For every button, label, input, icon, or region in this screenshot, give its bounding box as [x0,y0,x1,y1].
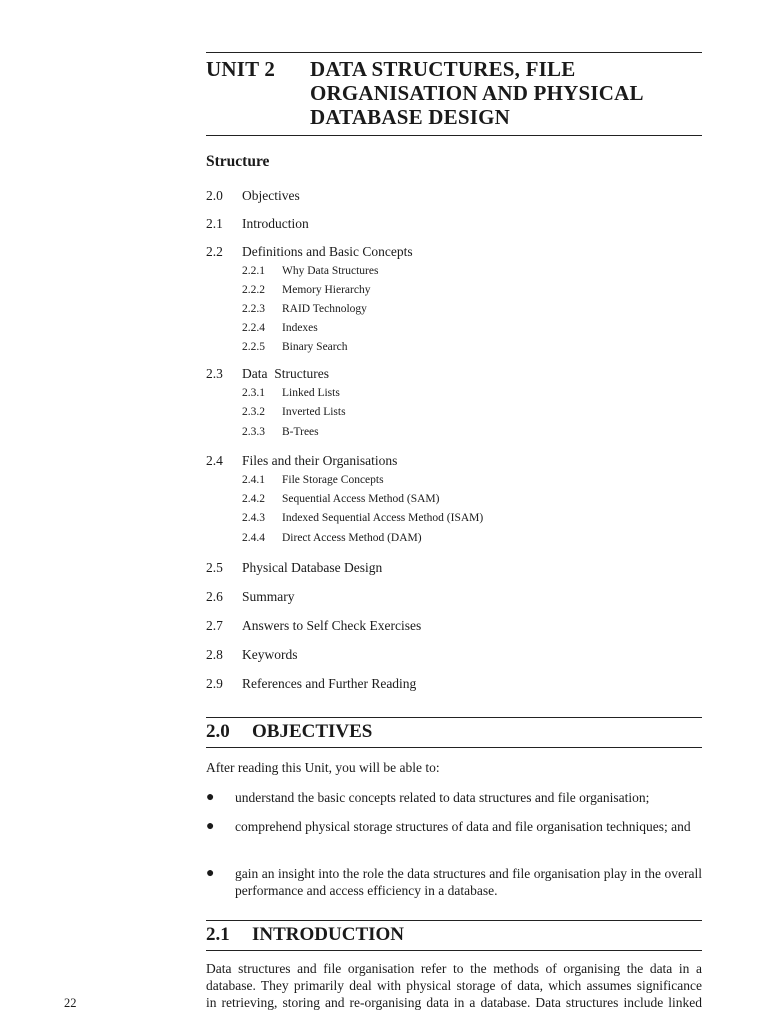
toc-number: 2.2.5 [242,341,265,353]
unit-title-line: DATABASE DESIGN [310,105,511,129]
introduction-top-rule [206,920,702,921]
toc-label: Files and their Organisations [242,453,398,468]
toc-label: Answers to Self Check Exercises [242,618,422,633]
toc-number: 2.4 [206,453,223,468]
section-number: 2.0 [206,721,230,742]
unit-number: UNIT 2 [206,57,276,81]
toc-label: Binary Search [282,341,348,353]
introduction-text-line: Data structures and file organisation refer to the methods of organising the data in a [206,961,702,976]
toc-number: 2.2.2 [242,284,265,296]
section-title: INTRODUCTION [252,924,405,945]
title-bottom-rule [206,135,702,136]
toc-label: Sequential Access Method (SAM) [282,493,440,505]
toc-number: 2.5 [206,560,223,575]
toc-number: 2.3.2 [242,406,265,418]
objectives-intro: After reading this Unit, you will be able to: [206,760,440,775]
toc-label: Objectives [242,188,300,203]
introduction-text-line: in retrieving, storing and re-organising data in a database. Data structures include linked [206,995,702,1010]
toc-number: 2.0 [206,188,223,203]
bullet-text: gain an insight into the role the data structures and file organisation play in the overall performance and access efficiency in a database. [235,866,702,898]
toc-label: B-Trees [282,426,319,438]
section-number: 2.1 [206,924,230,945]
bullet-icon: ● [206,866,215,881]
toc-label: Summary [242,589,295,604]
toc-number: 2.3 [206,366,223,381]
bullet-icon: ● [206,819,215,834]
toc-number: 2.4.1 [242,474,265,486]
toc-number: 2.6 [206,589,223,604]
bullet-icon: ● [206,790,215,805]
toc-label: Introduction [242,216,309,231]
toc-label: Keywords [242,647,298,662]
toc-number: 2.3.1 [242,387,265,399]
toc-label: Indexed Sequential Access Method (ISAM) [282,512,484,524]
toc-number: 2.8 [206,647,223,662]
toc-number: 2.3.3 [242,426,265,438]
toc-number: 2.4.4 [242,532,265,544]
toc-label: Memory Hierarchy [282,284,371,296]
unit-title [310,57,702,129]
toc-number: 2.4.2 [242,493,265,505]
toc-label: Why Data Structures [282,265,379,277]
toc-label: Indexes [282,322,318,334]
page-number: 22 [64,996,77,1010]
bullet-text: comprehend physical storage structures of data and file organisation techniques; and [235,819,691,834]
toc-number: 2.2 [206,244,223,259]
toc-label: RAID Technology [282,303,367,315]
toc-number: 2.4.3 [242,512,265,524]
introduction-text-line: database. They primarily deal with physical storage of data, which assumes significance [206,978,702,993]
objectives-bottom-rule [206,747,702,748]
toc-label: Data Structures [242,366,329,381]
toc-label: Linked Lists [282,387,340,399]
section-title: OBJECTIVES [252,721,373,742]
objectives-top-rule [206,717,702,718]
toc-label: Inverted Lists [282,406,346,418]
toc-number: 2.2.3 [242,303,265,315]
toc-number: 2.7 [206,618,223,633]
toc-label: Direct Access Method (DAM) [282,532,422,544]
unit-title-line: DATA STRUCTURES, FILE [310,57,576,81]
top-rule [206,52,702,53]
toc-number: 2.1 [206,216,223,231]
toc-number: 2.2.4 [242,322,265,334]
structure-heading: Structure [206,153,270,170]
toc-label: Definitions and Basic Concepts [242,244,413,259]
toc-number: 2.2.1 [242,265,265,277]
bullet-text: understand the basic concepts related to data structures and file organisation; [235,790,650,805]
toc-label: Physical Database Design [242,560,383,575]
introduction-bottom-rule [206,950,702,951]
toc-number: 2.9 [206,676,223,691]
unit-title-line: ORGANISATION AND PHYSICAL [310,81,644,105]
toc-label: References and Further Reading [242,676,417,691]
toc-label: File Storage Concepts [282,474,384,486]
